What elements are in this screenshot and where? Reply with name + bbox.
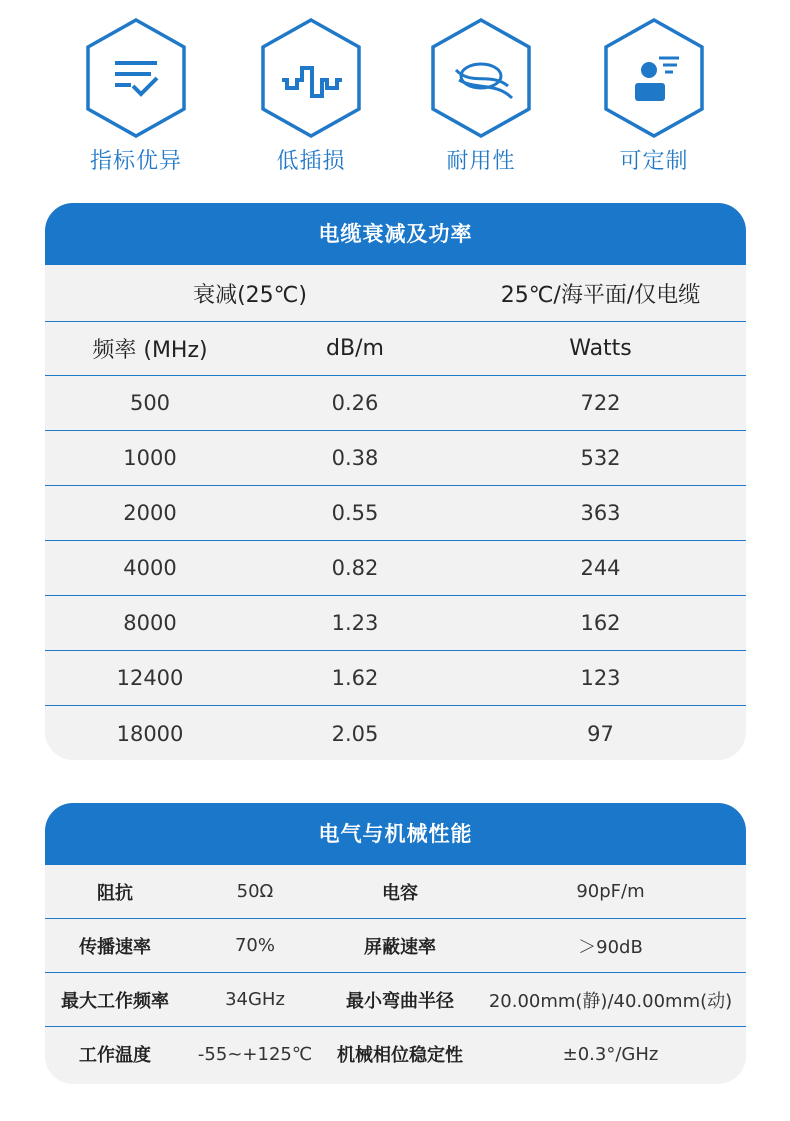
power-cell: 123 [580, 666, 621, 690]
spec-value: 70% [234, 935, 275, 956]
column-header-power: Watts [569, 336, 632, 361]
attenuation-cell: 0.82 [331, 556, 379, 580]
feature-label: 低插损 [276, 149, 346, 174]
attenuation-cell: 0.38 [331, 446, 379, 470]
feature-custom [594, 16, 714, 175]
feature-durability [421, 16, 541, 175]
attenuation-cell: 0.55 [331, 501, 379, 525]
column-header-frequency: 频率 (MHz) [92, 338, 208, 363]
attenuation-subheader [45, 265, 746, 322]
spec-value: -55~+125℃ [197, 1043, 313, 1065]
feature-strip [0, 0, 790, 190]
power-cell: 722 [580, 391, 621, 415]
feature-label: 耐用性 [446, 149, 516, 174]
attenuation-cell: 1.23 [331, 611, 379, 635]
power-cell: 532 [580, 446, 621, 470]
table-row [45, 431, 746, 486]
frequency-cell: 2000 [123, 501, 177, 525]
spec-value: 20.00mm(静)/40.00mm(动) [488, 990, 733, 1012]
spec-row [45, 973, 746, 1027]
spec-key: 阻抗 [97, 882, 133, 904]
cable-coil-icon [426, 16, 536, 140]
electrical-card [45, 803, 746, 1084]
spec-value: ±0.3°/GHz [562, 1043, 659, 1065]
table-row [45, 376, 746, 431]
spec-value: 90pF/m [576, 881, 645, 902]
waveform-icon [256, 16, 366, 140]
spec-key: 传播速率 [79, 936, 151, 958]
spec-value: 34GHz [225, 989, 285, 1010]
power-cell: 363 [580, 501, 621, 525]
spec-key: 电容 [382, 882, 418, 904]
electrical-title: 电气与机械性能 [45, 803, 746, 865]
attenuation-title: 电缆衰减及功率 [45, 203, 746, 265]
spec-key: 工作温度 [79, 1045, 151, 1066]
feature-label: 可定制 [619, 149, 689, 174]
table-row [45, 706, 746, 760]
frequency-cell: 500 [129, 391, 171, 415]
spec-value: 50Ω [236, 881, 274, 902]
power-cell: 244 [580, 556, 621, 580]
column-header-attenuation: dB/m [326, 336, 384, 361]
frequency-cell: 12400 [116, 666, 184, 690]
attenuation-column-headers [45, 322, 746, 376]
sub-right-label: 25℃/海平面/仅电缆 [500, 282, 701, 308]
spec-row [45, 919, 746, 973]
attenuation-cell: 2.05 [331, 721, 379, 746]
frequency-cell: 1000 [123, 446, 177, 470]
frequency-cell: 8000 [123, 611, 177, 635]
spec-row [45, 1027, 746, 1081]
table-row [45, 541, 746, 596]
feature-label: 指标优异 [89, 149, 182, 174]
frequency-cell: 4000 [123, 556, 177, 580]
spec-value: ＞90dB [578, 936, 643, 958]
frequency-cell: 18000 [116, 721, 184, 746]
spec-key: 最小弯曲半径 [346, 990, 454, 1012]
feature-spec [76, 16, 196, 175]
spec-row [45, 865, 746, 919]
spec-key: 屏蔽速率 [364, 936, 436, 958]
table-row [45, 486, 746, 541]
feature-loss [251, 16, 371, 175]
spec-key: 最大工作频率 [61, 990, 169, 1012]
person-custom-icon [599, 16, 709, 140]
attenuation-cell: 1.62 [331, 666, 379, 690]
sub-left-label: 衰减(25℃) [193, 282, 307, 308]
power-cell: 162 [580, 611, 621, 635]
attenuation-cell: 0.26 [331, 391, 379, 415]
table-row [45, 651, 746, 706]
spec-check-icon [81, 16, 191, 140]
attenuation-card [45, 203, 746, 760]
spec-key: 机械相位稳定性 [337, 1045, 463, 1066]
table-row [45, 596, 746, 651]
power-cell: 97 [587, 721, 614, 746]
